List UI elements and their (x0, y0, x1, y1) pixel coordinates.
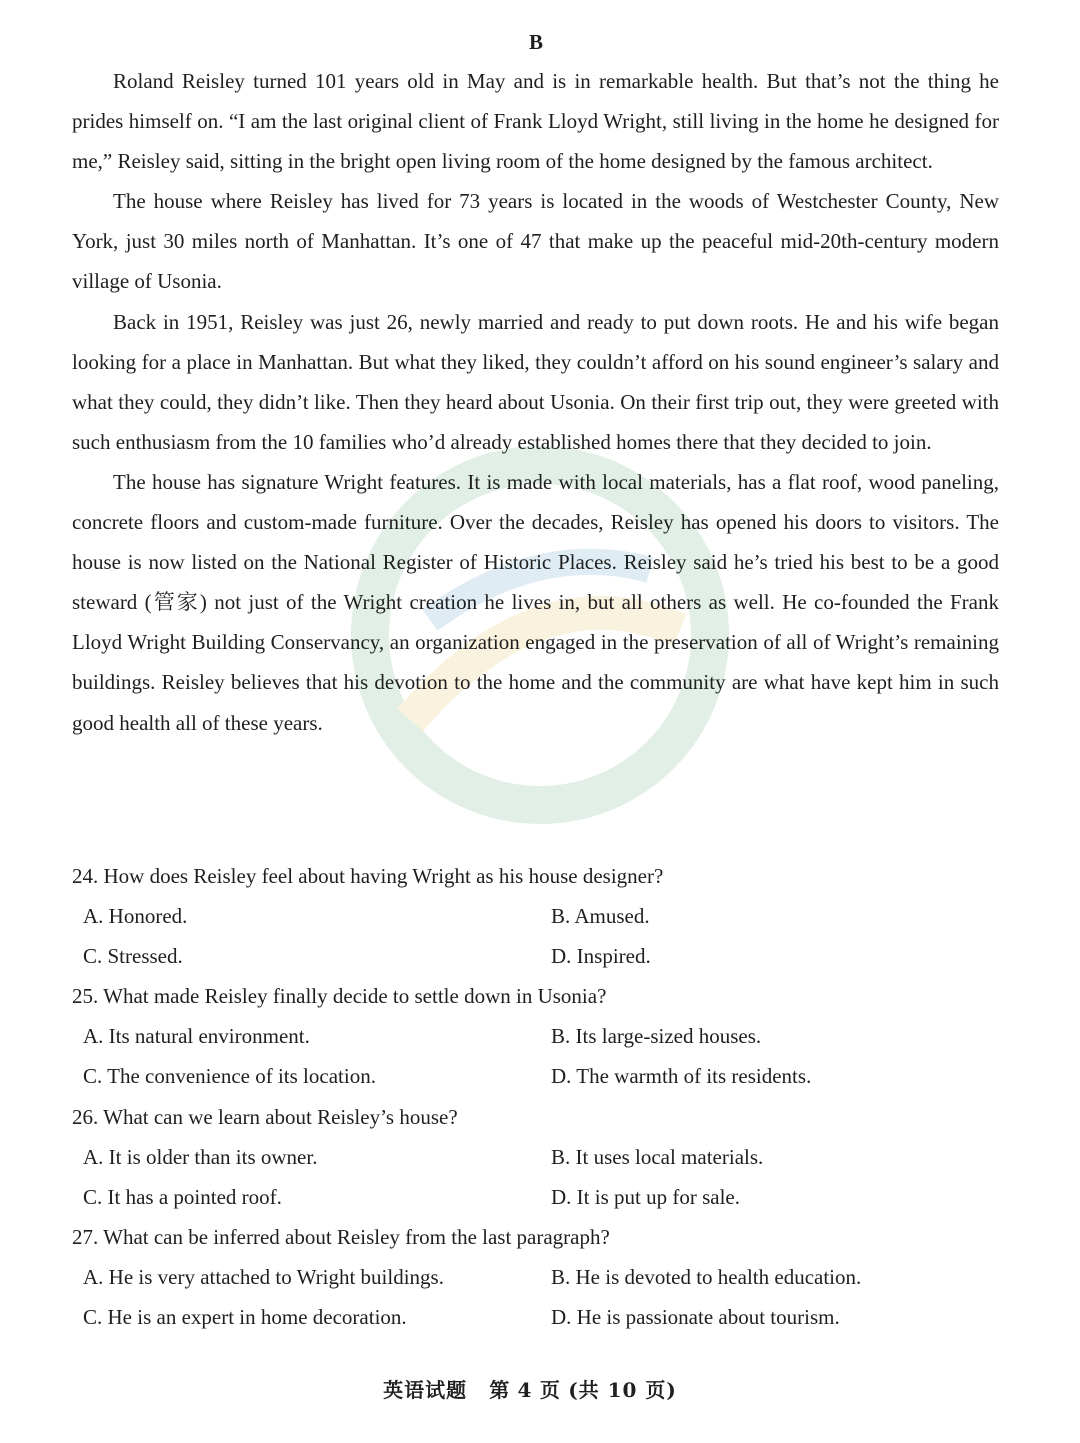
option-a: A. He is very attached to Wright buildings. (83, 1264, 444, 1289)
reading-passage (72, 61, 999, 743)
option-b: B. He is devoted to health education. (551, 1264, 862, 1289)
option-c: C. The convenience of its location. (83, 1064, 376, 1089)
question-25 (72, 976, 1012, 1096)
question-stem: 26. What can we learn about Reisley’s house? (72, 1104, 458, 1129)
option-c: C. Stressed. (83, 944, 183, 969)
question-stem: 24. How does Reisley feel about having Wright as his house designer? (72, 864, 664, 888)
option-a: A. It is older than its owner. (83, 1144, 318, 1169)
footer-total-pages: (共 10 页) (568, 1378, 677, 1402)
option-c: C. He is an expert in home decoration. (83, 1305, 407, 1330)
option-d: D. He is passionate about tourism. (551, 1305, 840, 1330)
question-24 (72, 856, 1012, 976)
question-stem: 27. What can be inferred about Reisley from the last paragraph? (72, 1224, 610, 1249)
question-list (72, 856, 1012, 1337)
footer-subject: 英语试题 (383, 1378, 468, 1402)
option-d: D. The warmth of its residents. (551, 1064, 812, 1089)
option-a: A. Its natural environment. (83, 1024, 310, 1049)
option-d: D. It is put up for sale. (551, 1184, 740, 1209)
passage-paragraph-1: Roland Reisley turned 101 years old in May and is in remarkable health. But that’s not the thing he prides himself on. “I am the last original client of Frank Lloyd Wright, still living in the home he designed for me,” Reisley said, sitting in the bright open living room of the home designed by the famous architect. (72, 69, 999, 174)
passage-paragraph-4: The house has signature Wright features. It is made with local materials, has a flat roof, wood paneling, concrete floors and custom-made furniture. Over the decades, Reisley has opened his doors to visitors. The house is now listed on the National Register of Historic Places. Reisley said he’s tried his best to be a good steward (管家) not just of the Wright creation he lives in, but all others as well. He co-founded the Frank Lloyd Wright Building Conservancy, an organization engaged in the preservation of all of Wright’s remaining buildings. Reisley believes that his devotion to the home and the community are what have kept him in such good health all of these years. (72, 469, 999, 735)
option-b: B. It uses local materials. (551, 1144, 764, 1169)
option-b: B. Amused. (551, 904, 650, 929)
question-26 (72, 1097, 1012, 1217)
option-d: D. Inspired. (551, 944, 651, 969)
section-heading: B (528, 30, 543, 54)
question-stem: 25. What made Reisley finally decide to settle down in Usonia? (72, 984, 607, 1009)
option-b: B. Its large-sized houses. (551, 1024, 762, 1049)
footer-page-number: 4 (517, 1378, 533, 1402)
footer-page-suffix: 页 (539, 1378, 561, 1402)
footer-page-prefix: 第 (489, 1378, 511, 1402)
passage-paragraph-2: The house where Reisley has lived for 73 years is located in the woods of Westchester County, New York, just 30 miles north of Manhattan. It’s one of 47 that make up the peaceful mid-20th-century modern village of Usonia. (72, 189, 999, 294)
page-footer (0, 1374, 1060, 1403)
option-c: C. It has a pointed roof. (83, 1184, 282, 1209)
option-a: A. Honored. (83, 904, 188, 929)
question-27 (72, 1217, 1012, 1337)
passage-paragraph-3: Back in 1951, Reisley was just 26, newly married and ready to put down roots. He and his wife began looking for a place in Manhattan. But what they liked, they couldn’t afford on his sound engineer’s salary and what they could, they didn’t like. Then they heard about Usonia. On their first trip out, they were greeted with such enthusiasm from the 10 families who’d already established homes there that they decided to join. (72, 309, 999, 454)
